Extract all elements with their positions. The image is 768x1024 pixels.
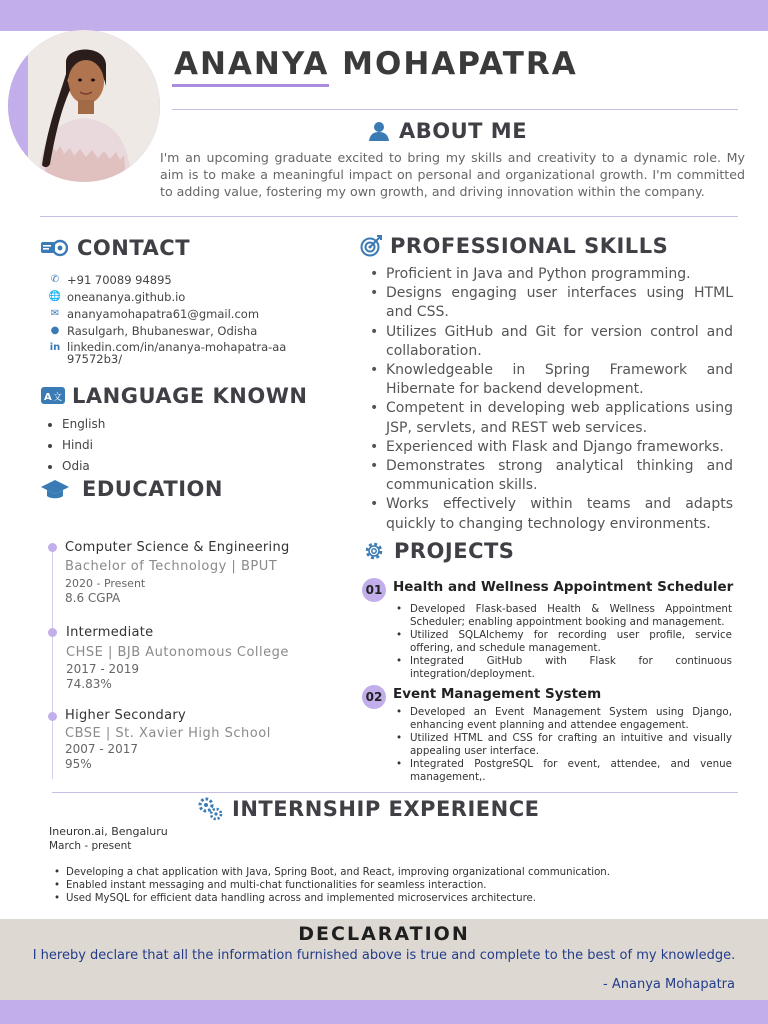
top-accent-bar	[0, 0, 768, 31]
about-text: I'm an upcoming graduate excited to bring my skills and creativity to a dynamic role. My aim is to make a meaningful impact on personal and organizational growth. I'm committed to adding value, fostering my own growth, and driving innovation within the company.	[160, 150, 745, 199]
projects-heading	[363, 539, 514, 563]
skill-item: • Competent in developing web applications using JSP, servlets, and REST web services.	[370, 399, 733, 437]
linkedin-icon: in	[49, 342, 61, 353]
website-text: oneananya.github.io	[67, 290, 186, 304]
education-timeline	[52, 546, 53, 779]
profile-photo	[8, 30, 160, 182]
education-item	[65, 708, 271, 772]
project-title: Event Management System	[393, 686, 602, 702]
globe-icon: 🌐	[48, 291, 62, 302]
internship-point: • Used MySQL for efficient data handling across and implemented microservices architecture.	[52, 892, 752, 905]
email-text: ananyamohapatra61@gmail.com	[67, 307, 260, 321]
contact-phone[interactable]	[48, 273, 308, 287]
internship-heading-label: INTERNSHIP EXPERIENCE	[232, 797, 540, 821]
mail-icon: ✉	[50, 308, 60, 319]
education-item	[65, 540, 290, 606]
internship-point: • Developing a chat application with Java, Spring Boot, and React, improving organizational communication.	[52, 866, 752, 879]
timeline-dot	[48, 712, 57, 721]
person-icon	[368, 120, 390, 142]
linkedin-text: linkedin.com/in/ananya-mohapatra-aa97572b3/	[67, 340, 287, 366]
phone-text: +91 70089 94895	[67, 273, 172, 287]
project-point: • Developed an Event Management System using Django, enhancing event planning and attendee engagement.	[394, 706, 732, 732]
timeline-dot	[48, 628, 57, 637]
education-period: 2020 - Present	[65, 577, 146, 590]
svg-text:文: 文	[53, 393, 63, 403]
project-point: • Developed Flask-based Health & Wellness Appointment Scheduler; enabling appointment booking and management.	[394, 603, 732, 629]
education-period: 2017 - 2019	[66, 662, 140, 676]
project-number-badge: 01	[362, 578, 386, 602]
project-points	[394, 706, 732, 784]
education-title: Computer Science & Engineering	[65, 540, 290, 555]
contact-website[interactable]	[48, 290, 308, 304]
internship-heading	[196, 796, 539, 822]
bottom-accent-bar	[0, 1000, 768, 1024]
contact-list	[48, 273, 308, 368]
name-underline	[172, 84, 329, 87]
phone-icon: ✆	[50, 274, 60, 285]
language-heading	[40, 384, 307, 408]
skill-item: • Designs engaging user interfaces using HTML and CSS.	[370, 284, 733, 322]
project-title: Health and Wellness Appointment Scheduler	[393, 579, 734, 595]
about-divider	[40, 216, 738, 217]
language-heading-label: LANGUAGE KNOWN	[72, 384, 308, 408]
declaration-signature: - Ananya Mohapatra	[603, 977, 735, 992]
education-heading-label: EDUCATION	[82, 477, 223, 501]
internship-period: March - present	[49, 840, 132, 852]
skill-item: • Utilizes GitHub and Git for version control and collaboration.	[370, 323, 733, 361]
header-divider	[172, 109, 738, 110]
gear-icon	[363, 540, 385, 562]
location-pin-icon: ●	[50, 325, 60, 336]
contact-heading	[40, 236, 190, 260]
education-institution: CHSE | BJB Autonomous College	[66, 645, 289, 660]
internship-points	[52, 866, 752, 905]
skill-item: • Demonstrates strong analytical thinking and communication skills.	[370, 457, 733, 495]
address-text: Rasulgarh, Bhubaneswar, Odisha	[67, 324, 258, 338]
education-score: 95%	[65, 757, 92, 771]
about-heading	[368, 119, 527, 143]
project-number-badge: 02	[362, 685, 386, 709]
graduation-cap-icon	[40, 478, 70, 500]
translate-icon	[40, 386, 66, 406]
skills-list	[370, 265, 733, 534]
timeline-dot	[48, 543, 57, 552]
internship-divider	[52, 792, 738, 793]
project-point: • Integrated PostgreSQL for event, attendee, and venue management,.	[394, 758, 732, 784]
education-institution: Bachelor of Technology | BPUT	[65, 559, 278, 574]
project-point: • Integrated GitHub with Flask for continuous integration/deployment.	[394, 655, 732, 681]
education-title: Intermediate	[66, 625, 154, 640]
gears-icon	[196, 796, 224, 822]
projects-heading-label: PROJECTS	[394, 539, 515, 563]
project-point: • Utilized HTML and CSS for crafting an intuitive and visually appealing user interface.	[394, 732, 732, 758]
education-period: 2007 - 2017	[65, 742, 139, 756]
education-score: 74.83%	[66, 677, 112, 691]
about-heading-label: ABOUT ME	[399, 119, 528, 143]
skill-item: • Experienced with Flask and Django frameworks.	[370, 438, 733, 457]
contact-email[interactable]	[48, 307, 308, 321]
contact-address	[48, 324, 308, 338]
internship-company: Ineuron.ai, Bengaluru	[49, 825, 168, 838]
contact-linkedin[interactable]	[48, 341, 308, 365]
project-point: • Utilized SQLAlchemy for recording user profile, service offering, and schedule management.	[394, 629, 732, 655]
language-item: • English	[62, 414, 105, 435]
education-item	[66, 625, 289, 692]
education-title: Higher Secondary	[65, 708, 186, 723]
skill-item: • Works effectively within teams and adapts quickly to changing technology environments.	[370, 495, 733, 533]
education-institution: CBSE | St. Xavier High School	[65, 726, 271, 741]
language-list	[62, 414, 105, 477]
project-points	[394, 603, 732, 681]
declaration-heading: DECLARATION	[298, 923, 470, 945]
contact-heading-label: CONTACT	[77, 236, 191, 260]
skill-item: • Knowledgeable in Spring Framework and Hibernate for backend development.	[370, 361, 733, 399]
candidate-name: ANANYA MOHAPATRA	[174, 46, 578, 82]
education-heading	[40, 477, 223, 501]
skill-item: • Proficient in Java and Python programming.	[370, 265, 733, 284]
contact-card-icon	[40, 238, 68, 258]
language-item: • Hindi	[62, 435, 105, 456]
skills-heading-label: PROFESSIONAL SKILLS	[390, 234, 669, 258]
skills-heading	[360, 234, 668, 258]
internship-point: • Enabled instant messaging and multi-chat functionalities for seamless interaction.	[52, 879, 752, 892]
education-score: 8.6 CGPA	[65, 591, 121, 605]
svg-text:A: A	[44, 392, 52, 403]
language-item: • Odia	[62, 456, 105, 477]
declaration-text: I hereby declare that all the information furnished above is true and complete to the best of my knowledge.	[32, 948, 736, 963]
target-icon	[360, 235, 382, 257]
